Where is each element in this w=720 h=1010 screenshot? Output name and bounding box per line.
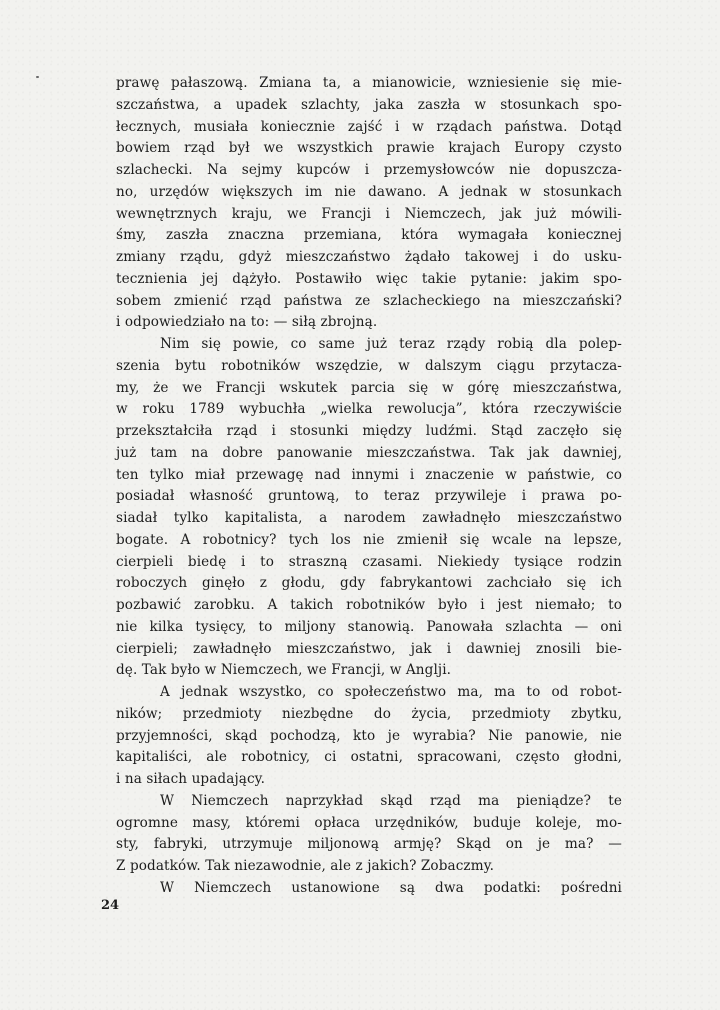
text-line: siadał tylko kapitalista, a narodem zawładnęło mieszczaństwo xyxy=(116,510,622,526)
text-line: Z podatków. Tak niezawodnie, ale z jakich? Zobaczmy. xyxy=(116,858,495,874)
text-line: w roku 1789 wybuchła „wielka rewolucja”, która rzeczywiście xyxy=(116,401,622,418)
text-line: cierpieli; zawładnęło mieszczaństwo, jak i dawniej znosili bie- xyxy=(116,640,622,657)
text-line: Nim się powie, co same już teraz rządy robią dla polep- xyxy=(160,336,622,352)
text-line: i odpowiedziało na to: — siłą zbrojną. xyxy=(116,314,378,331)
text-line: szczaństwa, a upadek szlachty, jaka zaszła w stosunkach spo- xyxy=(116,96,622,113)
text-line: zmiany rządu, gdyż mieszczaństwo żądało takowej i do usku- xyxy=(116,249,622,265)
text-line: szenia bytu robotników wszędzie, w dalszym ciągu przytacza- xyxy=(116,357,622,374)
text-line: już tam na dobre panowanie mieszczaństwa. Tak jak dawniej, xyxy=(116,444,622,461)
text-line: no, urzędów większych im nie dawano. A jednak w stosunkach xyxy=(116,183,622,200)
text-line: szlachecki. Na sejmy kupców i przemysłowców nie dopuszcza- xyxy=(116,162,622,178)
text-line: W Niemczech naprzykład skąd rząd ma pieniądze? te xyxy=(160,792,622,809)
text-line: bogate. A robotnicy? tych los nie zmienił się wcale na lepsze, xyxy=(116,531,622,548)
text-line: posiadał własność gruntową, to teraz przywileje i prawa po- xyxy=(116,488,622,505)
text-line: ten tylko miał przewagę nad innymi i znaczenie w państwie, co xyxy=(116,466,622,483)
text-line: W Niemczech ustanowione są dwa podatki: pośredni xyxy=(160,879,622,896)
text-line: ników; przedmioty niezbędne do życia, przedmioty zbytku, xyxy=(116,705,622,722)
text-line: A jednak wszystko, co społeczeństwo ma, ma to od robot- xyxy=(160,684,622,700)
text-line: nie kilka tysięcy, to miljony stanowią. Panowała szlachta — oni xyxy=(116,618,622,635)
text-line: sobem zmienić rząd państwa ze szlacheckiego na mieszczański? xyxy=(116,292,622,309)
text-line: kapitaliści, ale robotnicy, ci ostatni, spracowani, często głodni, xyxy=(116,749,622,766)
print-speck xyxy=(36,76,39,78)
text-line: śmy, zaszła znaczna przemiana, która wymagała koniecznej xyxy=(116,227,622,244)
text-line: łecznych, musiała koniecznie zajść i w rządach państwa. Dotąd xyxy=(116,118,622,135)
text-line: i na siłach upadający. xyxy=(116,771,266,787)
text-line: przekształciła rząd i stosunki między ludźmi. Stąd zaczęło się xyxy=(116,423,622,439)
text-line: sty, fabryki, utrzymuje miljonową armję? Skąd on je ma? — xyxy=(116,836,622,853)
text-line: roboczych ginęło z głodu, gdy fabrykantowi zachciało się ich xyxy=(116,575,622,592)
text-line: prawę pałaszową. Zmiana ta, a mianowicie, wzniesienie się mie- xyxy=(116,75,622,91)
text-line: tecznienia jej dążyło. Postawiło więc takie pytanie: jakim spo- xyxy=(116,270,622,287)
text-line: pozbawić zarobku. A takich robotników było i jest niemało; to xyxy=(116,597,622,613)
body-text xyxy=(116,73,622,900)
text-line: przyjemności, skąd pochodzą, kto je wyrabia? Nie panowie, nie xyxy=(116,727,622,744)
text-line: bowiem rząd był we wszystkich prawie krajach Europy czysto xyxy=(116,140,622,157)
text-line: dę. Tak było w Niemczech, we Francji, w Anglji. xyxy=(116,662,452,679)
text-line: wewnętrznych kraju, we Francji i Niemczech, jak już mówili- xyxy=(116,205,622,222)
text-line: cierpieli biedę i to straszną czasami. Niekiedy tysiące rodzin xyxy=(116,553,622,570)
text-line: my, że we Francji wskutek parcia się w górę mieszczaństwa, xyxy=(116,379,622,396)
page-number: 24 xyxy=(101,898,120,913)
text-line: ogromne masy, któremi opłaca urzędników, buduje koleje, mo- xyxy=(116,814,622,831)
